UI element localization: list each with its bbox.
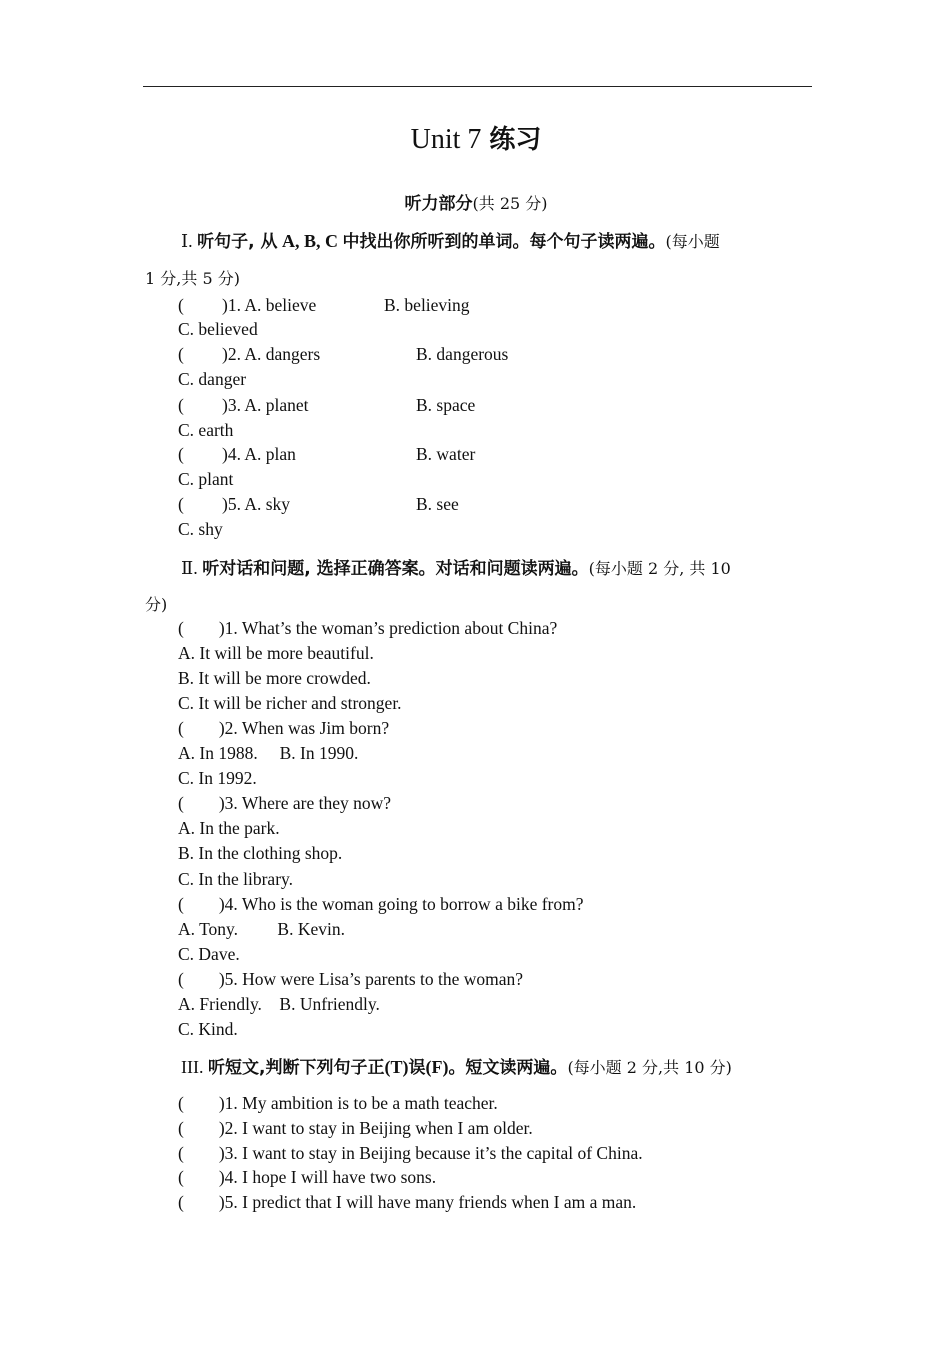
s1-item-3-b: B. space xyxy=(416,395,476,415)
section1-heading xyxy=(181,228,720,255)
section2-heading xyxy=(181,555,731,582)
s2-line-6: A. In 1988. B. In 1990. xyxy=(178,743,359,764)
s1-item-4-a: )4. A. plan xyxy=(222,444,296,464)
subtitle xyxy=(0,190,952,217)
s2-line-4: C. It will be richer and stronger. xyxy=(178,693,402,714)
s3-line-1: ( )1. My ambition is to be a math teacher. xyxy=(178,1093,498,1113)
section2-note2: 分) xyxy=(145,595,168,614)
section3-heading xyxy=(181,1054,732,1081)
section3-instr-c: 。短文读两遍。 xyxy=(448,1058,568,1078)
s2-line-9: A. In the park. xyxy=(178,818,280,839)
section3-t: (T) xyxy=(384,1057,409,1077)
s1-item-5-a: )5. A. sky xyxy=(222,494,291,514)
s2-line-7: C. In 1992. xyxy=(178,768,257,789)
s2-line-2: A. It will be more beautiful. xyxy=(178,643,374,664)
section1-note2: 1 分,共 5 分) xyxy=(145,269,240,288)
s2-line-3: B. It will be more crowded. xyxy=(178,668,371,689)
s2-line-8: ( )3. Where are they now? xyxy=(178,793,391,814)
section3-instr-b: 误 xyxy=(408,1058,426,1078)
section2-note-cont xyxy=(145,591,167,618)
s2-line-15: ( )5. How were Lisa’s parents to the woman? xyxy=(178,968,524,989)
s1-item-3-c: C. earth xyxy=(178,420,234,440)
s3-line-2: ( )2. I want to stay in Beijing when I am older. xyxy=(178,1117,533,1138)
section1-instr-a: 听句子, 从 xyxy=(197,232,278,252)
header-rule xyxy=(143,86,812,87)
s2-line-16: A. Friendly. B. Unfriendly. xyxy=(178,993,380,1014)
s1-item-1-a: )1. A. believe xyxy=(222,295,317,315)
section3-num: III. xyxy=(181,1057,204,1077)
section1-note-cont xyxy=(145,265,240,292)
s2-line-5: ( )2. When was Jim born? xyxy=(178,718,390,739)
s2-line-10: B. In the clothing shop. xyxy=(178,843,343,864)
section3-instr-a: 听短文,判断下列句子正 xyxy=(207,1058,385,1078)
s1-item-5: ( )5. A. sky B. see xyxy=(178,494,459,514)
s1-item-2-c: C. danger xyxy=(178,369,247,389)
section2-instr: 听对话和问题, 选择正确答案。对话和问题读两遍。 xyxy=(202,559,589,579)
s1-item-4: ( )4. A. plan B. water xyxy=(178,444,476,464)
s2-line-12: ( )4. Who is the woman going to borrow a bike from? xyxy=(178,893,584,914)
s2-line-17: C. Kind. xyxy=(178,1018,238,1039)
s1-item-4-c: C. plant xyxy=(178,469,234,489)
section1-note1: (每小题 xyxy=(665,232,720,251)
s2-line-14: C. Dave. xyxy=(178,943,240,964)
s1-item-3: ( )3. A. planet B. space xyxy=(178,395,476,415)
s3-line-4: ( )4. I hope I will have two sons. xyxy=(178,1167,437,1188)
s1-item-4-b: B. water xyxy=(416,444,476,464)
section2-note1: (每小题 2 分, 共 10 xyxy=(588,559,731,578)
s1-item-2-b: B. dangerous xyxy=(416,344,509,364)
s1-item-2-a: )2. A. dangers xyxy=(222,344,321,364)
s2-line-13: A. Tony. B. Kevin. xyxy=(178,918,345,939)
s1-item-5-b: B. see xyxy=(416,494,459,514)
s2-line-1: ( )1. What’s the woman’s prediction about China? xyxy=(178,618,558,638)
s1-item-5-c: C. shy xyxy=(178,519,223,539)
s1-item-3-a: )3. A. planet xyxy=(222,395,309,415)
section2-num: Ⅱ. xyxy=(181,558,198,578)
section1-instr-b: 中找出你所听到的单词。每个句子读两遍。 xyxy=(342,232,666,252)
section1-num: Ⅰ. xyxy=(181,231,193,251)
s1-item-1-b: B. believing xyxy=(384,295,470,315)
subtitle-cn: 听力部分 xyxy=(404,194,473,214)
page-title xyxy=(0,122,952,158)
s1-item-1: ( )1. A. believe B. believing xyxy=(178,295,470,315)
s3-line-5: ( )5. I predict that I will have many friends when I am a man. xyxy=(178,1192,637,1213)
section3-note: (每小题 2 分,共 10 分) xyxy=(567,1058,732,1077)
title-text: Unit 7 xyxy=(410,124,482,155)
s3-line-3: ( )3. I want to stay in Beijing because it’s the capital of China. xyxy=(178,1142,643,1163)
subtitle-note: (共 25 分) xyxy=(472,194,548,213)
section3-f: (F) xyxy=(425,1057,449,1077)
s1-item-2: ( )2. A. dangers B. dangerous xyxy=(178,344,509,364)
s2-line-11: C. In the library. xyxy=(178,868,294,889)
title-cn: 练习 xyxy=(489,125,542,155)
s1-item-1-c: C. believed xyxy=(178,319,258,339)
section1-letters: A, B, C xyxy=(282,231,339,251)
